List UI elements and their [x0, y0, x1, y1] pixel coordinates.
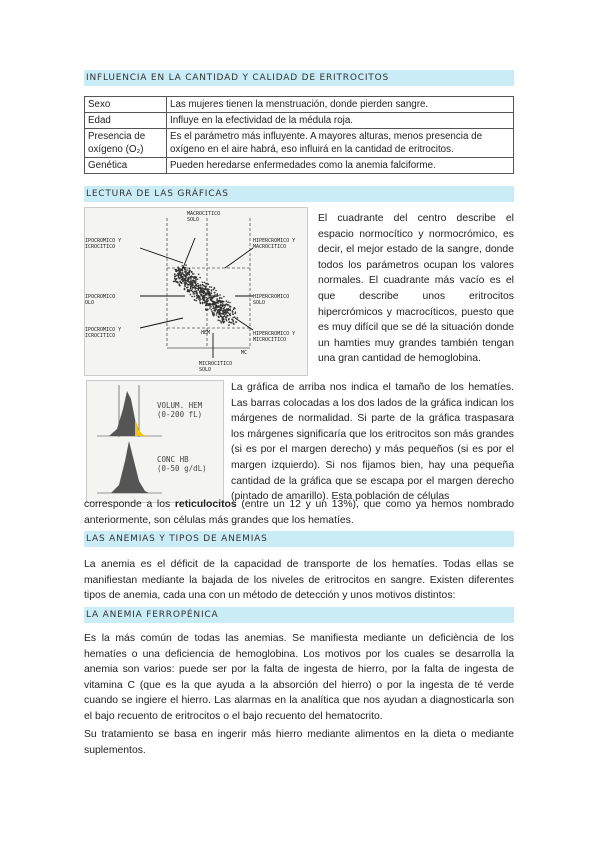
- scatter-dot: [225, 313, 227, 315]
- scatter-dot: [188, 291, 190, 293]
- scatter-dot: [185, 280, 187, 282]
- scatter-dot: [213, 314, 215, 316]
- scatter-dot: [229, 310, 231, 312]
- scatter-dot: [192, 276, 194, 278]
- scatter-dot: [195, 287, 197, 289]
- scatter-dot: [178, 268, 180, 270]
- table-cell-value: Es el parámetro más influyente. A mayores alturas, menos presencia de oxígeno en el aire habrá, eso influirá en la cantidad de eritrocitos.: [167, 129, 514, 158]
- factors-table: [84, 96, 514, 174]
- scatter-dot: [200, 303, 202, 305]
- histogram-description-top: [231, 380, 514, 504]
- scatter-dot: [189, 283, 191, 285]
- scatter-dot: [190, 288, 192, 290]
- scatter-dot: [179, 274, 181, 276]
- scatter-dot: [178, 278, 180, 280]
- table-cell-key: Sexo: [85, 97, 167, 113]
- scatter-dot: [209, 307, 211, 309]
- scatter-dot: [198, 274, 200, 276]
- scatter-dot: [218, 316, 220, 318]
- scatter-dot: [218, 310, 220, 312]
- scatter-dot: [213, 310, 215, 312]
- scatter-dot: [174, 274, 176, 276]
- scatter-dot: [213, 312, 215, 314]
- scatter-dot: [185, 276, 187, 278]
- scatter-dot: [221, 297, 223, 299]
- scatter-dot: [180, 268, 182, 270]
- scatter-dot: [198, 299, 200, 301]
- histogram-figure: [86, 380, 224, 503]
- histogram-svg: [87, 381, 223, 502]
- scatter-dot: [226, 300, 228, 302]
- histogram-description-bottom: [84, 497, 514, 528]
- scatter-dot: [188, 284, 190, 286]
- label-hipocromico-microcitico-top: IPOCROMICO Y ICROCITICO: [85, 238, 122, 250]
- scatter-dot: [235, 321, 237, 323]
- scatter-dot: [219, 320, 221, 322]
- scatter-dot: [191, 290, 193, 292]
- scatter-description: El cuadrante del centro describe el espacio normocítico y normocrómico, es decir, el mejor estado de la sangre, donde todos los parámetros ocupan los valores normales. El cuadrante más vacío es el que describe unos eritrocitos hipercrómicos y macrocíticos, puesto que es muy difícil que se dé la situación donde un hamties muy grandes también tengan una gran cantidad de hemoglobina.: [318, 213, 514, 365]
- scatter-dot: [237, 317, 239, 319]
- scatter-dot: [200, 285, 202, 287]
- scatter-dot: [178, 270, 180, 272]
- scatter-dot: [223, 318, 225, 320]
- scatter-dot: [232, 311, 234, 313]
- scatter-dot: [207, 309, 209, 311]
- scatter-dot: [204, 289, 206, 291]
- scatter-dot: [176, 278, 178, 280]
- scatter-dot: [187, 289, 189, 291]
- scatter-dot: [209, 294, 211, 296]
- scatter-dot: [194, 293, 196, 295]
- scatter-dot: [222, 300, 224, 302]
- scatter-dot: [192, 282, 194, 284]
- scatter-dot: [221, 313, 223, 315]
- scatter-dot: [196, 297, 198, 299]
- scatter-dot: [209, 304, 211, 306]
- scatter-dot: [216, 302, 218, 304]
- scatter-dot: [203, 292, 205, 294]
- label-hipercromico-microcitico: HIPERCROMICO Y MICROCITICO: [253, 331, 296, 343]
- scatter-dot: [209, 286, 211, 288]
- scatter-dot: [208, 283, 210, 285]
- scatter-dot: [175, 270, 177, 272]
- section-header-anemias: LAS ANEMIAS Y TIPOS DE ANEMIAS: [84, 531, 514, 547]
- scatter-dot: [196, 293, 198, 295]
- scatter-dot: [193, 280, 195, 282]
- section-header-reading: LECTURA DE LAS GRÁFICAS: [84, 186, 514, 202]
- scatter-dot: [200, 294, 202, 296]
- label-conc-hb: CONC HB (0-50 g/dL): [157, 455, 207, 473]
- scatter-dot: [197, 279, 199, 281]
- scatter-dot: [208, 292, 210, 294]
- scatter-dot: [233, 317, 235, 319]
- scatter-dot: [232, 320, 234, 322]
- scatter-dot: [230, 315, 232, 317]
- scatter-dot: [224, 316, 226, 318]
- scatter-dot: [194, 291, 196, 293]
- section-header-influence: INFLUENCIA EN LA CANTIDAD Y CALIDAD DE ERITROCITOS: [84, 70, 514, 86]
- scatter-dot: [211, 289, 213, 291]
- scatter-dot: [230, 322, 232, 324]
- scatter-dot: [199, 277, 201, 279]
- scatter-dot: [234, 313, 236, 315]
- scatter-dot: [229, 306, 231, 308]
- scatter-dot: [195, 282, 197, 284]
- label-macrocitico-solo: MACROCITICO SOLO: [187, 211, 221, 223]
- scatter-dot: [225, 319, 227, 321]
- scatter-dot: [214, 292, 216, 294]
- scatter-dot: [226, 316, 228, 318]
- scatter-dot: [227, 310, 229, 312]
- scatter-dot: [202, 285, 204, 287]
- scatter-dot: [213, 306, 215, 308]
- scatter-dot: [185, 278, 187, 280]
- scatter-dot: [185, 271, 187, 273]
- label-volum-hem: VOLUM. HEM (0-200 fL): [157, 401, 203, 419]
- scatter-dot: [193, 293, 195, 295]
- label-hipocromico-microcitico-bottom: IPOCROMICO Y ICROCITICO: [85, 327, 122, 339]
- scatter-dot: [178, 276, 180, 278]
- scatter-dot: [181, 269, 183, 271]
- scatter-dot: [212, 298, 214, 300]
- scatter-dot: [219, 297, 221, 299]
- scatter-dot: [206, 305, 208, 307]
- scatter-dot: [212, 308, 214, 310]
- scatter-dot: [187, 291, 189, 293]
- scatter-dot: [207, 288, 209, 290]
- scatter-dot: [232, 314, 234, 316]
- reticulocitos-term: reticulocitos: [174, 499, 237, 510]
- scatter-dot: [220, 315, 222, 317]
- scatter-dot: [184, 285, 186, 287]
- scatter-dot: [202, 291, 204, 293]
- scatter-dot: [202, 296, 204, 298]
- table-cell-key: Edad: [85, 113, 167, 129]
- scatter-dot: [211, 309, 213, 311]
- scatter-dot: [210, 299, 212, 301]
- scatter-dot: [204, 302, 206, 304]
- scatter-dot: [224, 321, 226, 323]
- scatter-dot: [179, 285, 181, 287]
- scatter-dot: [199, 296, 201, 298]
- scatter-dot: [223, 311, 225, 313]
- scatter-dot: [195, 277, 197, 279]
- scatter-dot: [191, 285, 193, 287]
- scatter-dot: [224, 311, 226, 313]
- scatter-dot: [206, 292, 208, 294]
- table-cell-key: Presencia de oxígeno (O₂): [85, 129, 167, 158]
- scatter-dot: [187, 277, 189, 279]
- scatter-dot: [223, 296, 225, 298]
- scatter-dot: [222, 321, 224, 323]
- scatter-dot: [202, 303, 204, 305]
- scatter-dot: [192, 273, 194, 275]
- scatter-dot: [228, 324, 230, 326]
- scatter-dot: [215, 290, 217, 292]
- scatter-dot: [221, 322, 223, 324]
- scatter-dot: [184, 288, 186, 290]
- scatter-dot: [224, 309, 226, 311]
- table-row: [85, 113, 514, 129]
- scatter-dot: [189, 270, 191, 272]
- scatter-dot: [189, 274, 191, 276]
- scatter-dot: [202, 282, 204, 284]
- scatter-dot: [206, 283, 208, 285]
- table-cell-value: Pueden heredarse enfermedades como la anemia falciforme.: [167, 158, 514, 174]
- scatter-dot: [193, 276, 195, 278]
- scatter-dot: [176, 275, 178, 277]
- table-row: [85, 97, 514, 113]
- scatter-dot: [182, 265, 184, 267]
- scatter-dot: [220, 300, 222, 302]
- scatter-dot: [220, 304, 222, 306]
- scatter-dot: [204, 282, 206, 284]
- label-hem: HEM: [201, 330, 211, 336]
- scatter-dot: [217, 305, 219, 307]
- scatter-dot: [213, 289, 215, 291]
- scatter-dot: [229, 302, 231, 304]
- scatter-dot: [211, 303, 213, 305]
- scatter-dot: [205, 294, 207, 296]
- scatter-dot: [191, 296, 193, 298]
- scatter-dot: [207, 298, 209, 300]
- scatter-dot: [186, 269, 188, 271]
- scatter-dot: [204, 300, 206, 302]
- scatter-dot: [233, 308, 235, 310]
- label-hipocromico-solo: IPOCROMICO OLO: [85, 294, 116, 306]
- scatter-dot: [191, 288, 193, 290]
- scatter-dot: [189, 268, 191, 270]
- scatter-dot: [217, 310, 219, 312]
- scatter-dot: [217, 294, 219, 296]
- scatter-dot: [216, 312, 218, 314]
- anemia-definition: La anemia es el déficit de la capacidad de transporte de los hematíes. Todas ellas se manifiestan mediante la bajada de los niveles de eritrocitos en sangre. Existen diferentes tipos de anemia, cada una con un método de detección y unos motivos distintos:: [84, 559, 514, 602]
- scatter-dot: [192, 285, 194, 287]
- label-microcitico-solo: MICROCITICO SOLO: [199, 361, 233, 373]
- scatter-dot: [180, 276, 182, 278]
- label-hipercromico-solo: HIPERCROMICO SOLO: [253, 294, 290, 306]
- scatter-dot: [192, 280, 194, 282]
- scatter-dot: [216, 299, 218, 301]
- scatter-dot: [181, 282, 183, 284]
- section-header-ferropenica: LA ANEMIA FERROPÉNICA: [84, 607, 514, 623]
- histogram-text-lead: corresponde a los: [84, 499, 175, 510]
- scatter-dot: [234, 308, 236, 310]
- scatter-dot: [197, 283, 199, 285]
- scatter-dot: [182, 281, 184, 283]
- scatter-dot: [200, 290, 202, 292]
- scatter-dot: [214, 294, 216, 296]
- table-cell-value: Las mujeres tienen la menstruación, donde pierden sangre.: [167, 97, 514, 113]
- scatter-dot: [219, 294, 221, 296]
- scatter-dot: [199, 300, 201, 302]
- scatter-dot: [214, 308, 216, 310]
- table-row: [85, 129, 514, 158]
- scatter-dot: [198, 287, 200, 289]
- scatter-dot: [184, 269, 186, 271]
- scatter-dot: [190, 294, 192, 296]
- scatter-dot: [219, 312, 221, 314]
- scatter-dot: [212, 300, 214, 302]
- scatter-dot: [186, 287, 188, 289]
- label-mc: MC: [241, 350, 248, 356]
- scatter-dot: [179, 272, 181, 274]
- scatter-dot: [217, 319, 219, 321]
- table-cell-key: Genética: [85, 158, 167, 174]
- scatter-dot: [198, 289, 200, 291]
- scatter-dot: [195, 288, 197, 290]
- scatter-dot: [215, 305, 217, 307]
- scatter-dot: [226, 315, 228, 317]
- scatter-dot: [190, 279, 192, 281]
- scatter-dot: [207, 301, 209, 303]
- scatter-dot: [185, 267, 187, 269]
- scatter-dot: [213, 304, 215, 306]
- scatter-dot: [219, 305, 221, 307]
- scatter-dot: [233, 323, 235, 325]
- scatter-dot: [217, 307, 219, 309]
- scatter-dot: [228, 318, 230, 320]
- scatter-dot: [211, 311, 213, 313]
- scatter-dot: [205, 287, 207, 289]
- ferropenica-paragraph-2: Su tratamiento se basa en ingerir más hierro mediante alimentos en la dieta o mediante suplementos.: [84, 729, 514, 756]
- scatter-dot: [211, 286, 213, 288]
- scatter-dot: [216, 314, 218, 316]
- scatter-dot: [187, 272, 189, 274]
- scatter-dot: [181, 279, 183, 281]
- scatter-dot: [193, 287, 195, 289]
- scatter-figure: [84, 207, 308, 376]
- scatter-dot: [194, 299, 196, 301]
- scatter-dot: [222, 305, 224, 307]
- scatter-dot: [183, 275, 185, 277]
- scatter-dot: [191, 271, 193, 273]
- scatter-dot: [206, 303, 208, 305]
- scatter-dot: [224, 305, 226, 307]
- scatter-dot: [185, 264, 187, 266]
- table-row: [85, 158, 514, 174]
- scatter-dot: [186, 274, 188, 276]
- scatter-dot: [188, 272, 190, 274]
- scatter-dot: [224, 307, 226, 309]
- scatter-dot: [229, 321, 231, 323]
- scatter-dot: [194, 296, 196, 298]
- scatter-dot: [177, 266, 179, 268]
- scatter-svg: [85, 208, 307, 375]
- scatter-dot: [195, 284, 197, 286]
- scatter-dot: [210, 306, 212, 308]
- scatter-dot: [196, 300, 198, 302]
- scatter-dot: [205, 297, 207, 299]
- scatter-dot: [221, 307, 223, 309]
- scatter-dot: [188, 279, 190, 281]
- scatter-dot: [214, 301, 216, 303]
- scatter-dot: [229, 308, 231, 310]
- scatter-dot: [204, 297, 206, 299]
- scatter-dot: [177, 282, 179, 284]
- scatter-dot: [174, 278, 176, 280]
- scatter-dot: [227, 301, 229, 303]
- scatter-dot: [201, 288, 203, 290]
- scatter-dot: [190, 277, 192, 279]
- scatter-dot: [174, 276, 176, 278]
- scatter-dot: [227, 304, 229, 306]
- label-hipercromico-macrocitico: HIPERCROMICO Y MACROCITICO: [253, 238, 296, 250]
- scatter-dot: [182, 272, 184, 274]
- histogram-text-tail: (entre un 12 y un 13%), que como ya hemos nombrado anteriormente, son células más grandes que los hematíes.: [84, 499, 515, 526]
- ferropenica-paragraph-1: Es la más común de todas las anemias. Se manifiesta mediante un deficiència de los hematíes o una deficiencia de hemoglobina. Los motivos por los cuales se desarrolla la anemia son varios: puede ser por la falta de ingesta de hierro, por la falta de ingesta de vitamina C (que es la que ayuda a la absorción del hierro) o por la ingesta de té verde cuando se ingiere el hierro. Las alarmas en la analítica que nos ayudan a diagnosticarla son el bajo recuento de eritrocitos o el bajo recuento del hematocrito.: [84, 633, 514, 722]
- scatter-dot: [175, 280, 177, 282]
- scatter-dot: [178, 283, 180, 285]
- scatter-dot: [195, 290, 197, 292]
- scatter-dot: [227, 311, 229, 313]
- histogram-text-main: La gráfica de arriba nos indica el tamaño de los hematíes. Las barras colocadas a los dos lados de la gráfica indican los márgenes de normalidad. Si parte de la gráfica traspasara los márgenes significaría que los eritrocitos son más grandes (si es por el margen derecho) y más pequeños (si es por el margen izquierdo). Si nos fijamos bien, hay una pequeña cantidad de la gráfica que se escapa por el margen derecho (pintado de amarillo). Esta población de células: [231, 382, 514, 503]
- scatter-dot: [195, 279, 197, 281]
- scatter-dot: [189, 281, 191, 283]
- table-cell-value: Influye en la efectividad de la médula roja.: [167, 113, 514, 129]
- scatter-dot: [210, 295, 212, 297]
